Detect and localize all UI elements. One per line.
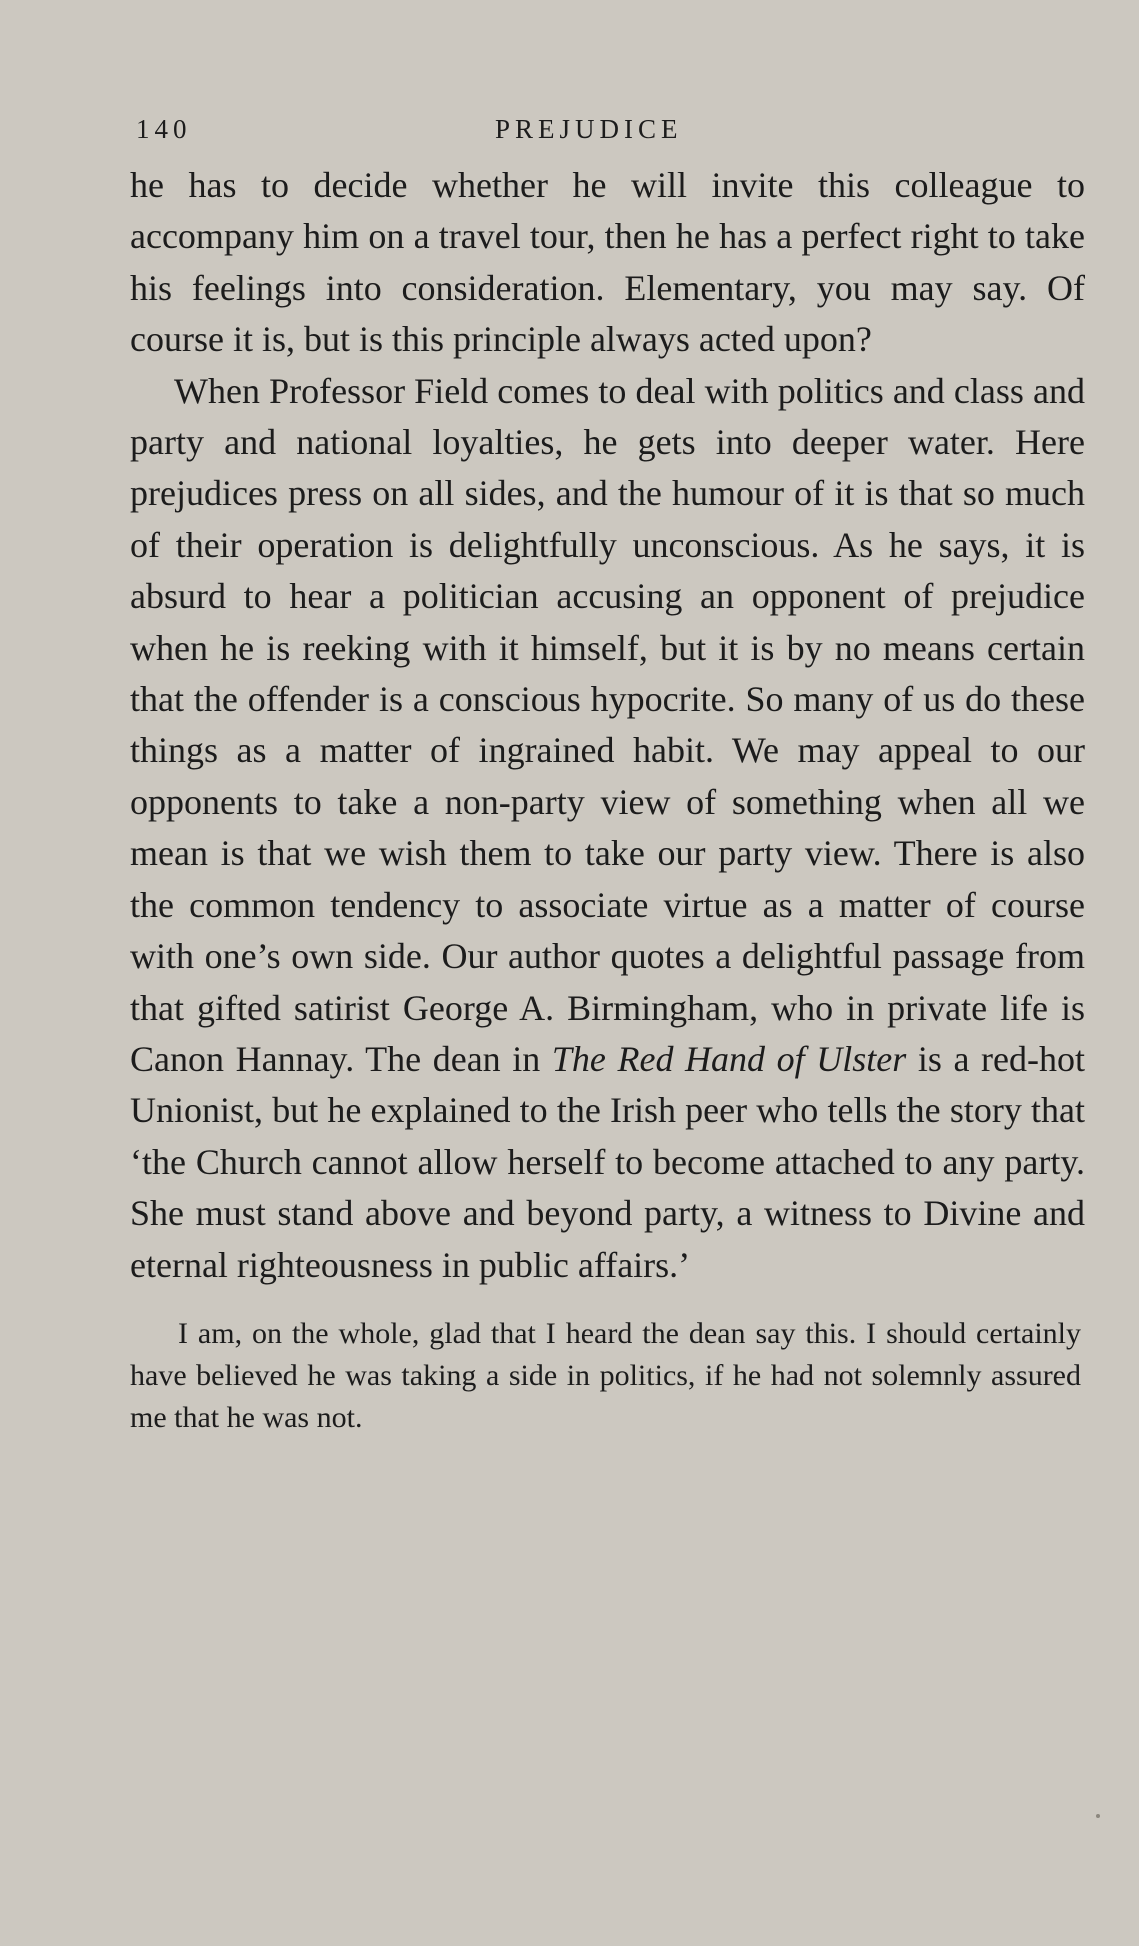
book-page [130, 100, 1085, 1439]
paragraph-text: is a red-hot Unionist, but he explained to the Irish peer who tells the story that ‘the Church cannot allow herself to become attached to any party. She must stand above and beyond party, a witness to Divine and eternal righteousness in public affairs.’ [130, 1038, 1086, 1285]
body-text [130, 160, 1085, 1291]
paper-speck [1096, 1814, 1100, 1818]
paragraph-continuation: he has to decide whether he will invite this colleague to accompany him on a travel tour, then he has a perfect right to take his feelings into consideration. Elementary, you may say. Of course it is, but is this principle always acted upon? [130, 165, 1085, 360]
running-title: PREJUDICE [495, 114, 683, 144]
book-title: The Red Hand of Ulster [551, 1038, 907, 1079]
page-number: 140 [136, 114, 192, 144]
paragraph-politics [130, 366, 1085, 1291]
running-head [130, 100, 1085, 160]
block-quote-text: I am, on the whole, glad that I heard the dean say this. I should certainly have believed he was taking a side in politics, if he had not solemnly assured me that he was not. [130, 1316, 1081, 1434]
block-quote [130, 1313, 1085, 1439]
paragraph-text: When Professor Field comes to deal with politics and class and party and national loyalties, he gets into deeper water. Here prejudices press on all sides, and the humour of it is that so much of their operation is delightfully unconscious. As he says, it is absurd to hear a politician accusing an opponent of prejudice when he is reeking with it himself, but it is by no means certain that the offender is a conscious hypocrite. So many of us do these things as a matter of ingrained habit. We may appeal to our opponents to take a non-party view of something when all we mean is that we wish them to take our party view. There is also the common tendency to associate virtue as a matter of course with one’s own side. Our author quotes a delightful passage from that gifted satirist George A. Birmingham, who in private life is Canon Hannay. The dean in [130, 370, 1085, 1079]
